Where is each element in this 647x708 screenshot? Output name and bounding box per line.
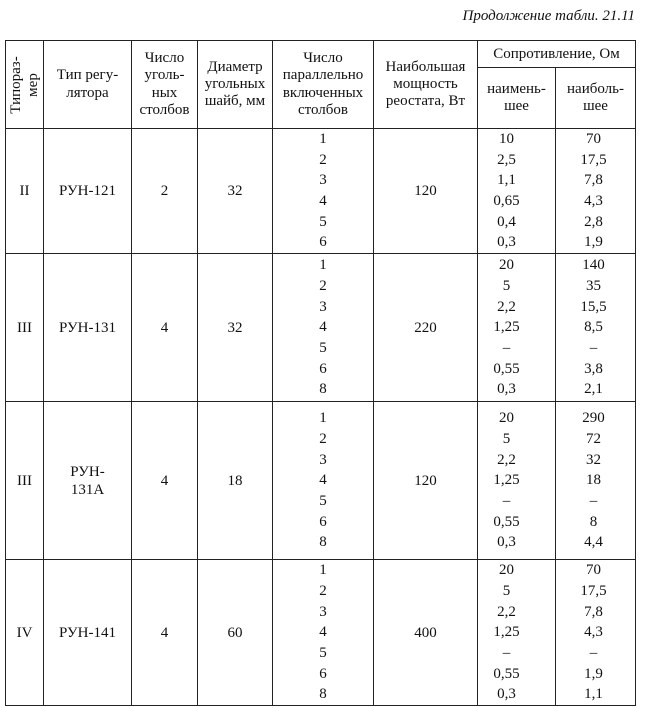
cell-parallel-columns-value: 1 <box>319 410 327 427</box>
cell-resistance-min-value: 0,3 <box>497 234 516 251</box>
cell-resistance-max-value: – <box>589 339 598 356</box>
regulator-resistance-table <box>5 40 636 706</box>
cell-resistance-min-value: – <box>502 644 511 661</box>
cell-regulator-type: РУН-121 <box>44 129 132 254</box>
cell-resistance-min-value: 10 <box>499 131 514 147</box>
header-regulator-type: Тип регу- лятора <box>44 41 132 129</box>
cell-resistance-max-value: 140 <box>582 257 605 274</box>
cell-parallel-columns-value: 6 <box>319 665 327 682</box>
cell-resistance-max-value: – <box>589 492 598 509</box>
cell-max-power: 120 <box>374 402 478 560</box>
cell-resistance-min-value: 0,55 <box>493 360 520 377</box>
cell-resistance-max-value: 15,5 <box>580 298 607 315</box>
cell-parallel-columns-value: 4 <box>319 624 327 641</box>
cell-resistance-min-value: 2,2 <box>497 603 516 620</box>
cell-parallel-columns <box>273 254 374 402</box>
cell-columns-count: 4 <box>132 254 198 402</box>
cell-resistance-max-value: 17,5 <box>580 582 607 599</box>
cell-regulator-type: РУН-141 <box>44 560 132 706</box>
cell-parallel-columns-value: 6 <box>319 234 327 251</box>
cell-resistance-min-value: 1,1 <box>497 172 516 189</box>
cell-parallel-columns-value: 1 <box>319 257 327 274</box>
cell-resistance-max-value: 18 <box>586 472 601 489</box>
cell-columns-count: 4 <box>132 560 198 706</box>
cell-parallel-columns-value: 8 <box>319 686 327 703</box>
cell-parallel-columns-value: 2 <box>319 151 327 168</box>
cell-parallel-columns-value: 1 <box>319 131 327 147</box>
cell-parallel-columns-value: 4 <box>319 193 327 210</box>
table-row <box>6 129 636 254</box>
cell-columns-count: 2 <box>132 129 198 254</box>
table-body <box>6 129 636 706</box>
cell-parallel-columns-value: 6 <box>319 360 327 377</box>
cell-resistance-min <box>478 560 556 706</box>
header-size-type <box>6 41 44 129</box>
cell-resistance-min-value: 20 <box>499 410 514 427</box>
cell-resistance-min-value: – <box>502 339 511 356</box>
cell-resistance-min-value: 1,25 <box>493 319 520 336</box>
cell-parallel-columns-value: 3 <box>319 603 327 620</box>
cell-parallel-columns <box>273 402 374 560</box>
cell-resistance-max-value: 35 <box>586 277 601 294</box>
cell-columns-count: 4 <box>132 402 198 560</box>
table-row <box>6 402 636 560</box>
cell-resistance-max-value: 2,1 <box>584 381 603 398</box>
cell-parallel-columns-value: 5 <box>319 213 327 230</box>
cell-resistance-min-value: 2,2 <box>497 451 516 468</box>
cell-resistance-max-value: 17,5 <box>580 151 607 168</box>
cell-size-type: III <box>6 254 44 402</box>
cell-parallel-columns <box>273 129 374 254</box>
cell-resistance-min-value: 2,2 <box>497 298 516 315</box>
cell-resistance-max-value: 8 <box>589 513 598 530</box>
cell-parallel-columns-value: 2 <box>319 277 327 294</box>
cell-regulator-type: РУН- 131А <box>44 402 132 560</box>
cell-disc-diameter: 18 <box>198 402 273 560</box>
cell-resistance-max-value: 32 <box>586 451 601 468</box>
table-header <box>6 41 636 129</box>
cell-resistance-max <box>556 402 636 560</box>
cell-resistance-min-value: 2,5 <box>497 151 516 168</box>
cell-resistance-min-value: 0,3 <box>497 686 516 703</box>
cell-resistance-min-value: 20 <box>499 257 514 274</box>
cell-resistance-max-value: 3,8 <box>584 360 603 377</box>
cell-resistance-min-value: 5 <box>502 430 511 447</box>
cell-disc-diameter: 60 <box>198 560 273 706</box>
cell-size-type: II <box>6 129 44 254</box>
cell-regulator-type: РУН-131 <box>44 254 132 402</box>
cell-resistance-max-value: 7,8 <box>584 172 603 189</box>
cell-parallel-columns-value: 1 <box>319 562 327 579</box>
cell-parallel-columns <box>273 560 374 706</box>
cell-resistance-min-value: 0,3 <box>497 534 516 551</box>
cell-resistance-max-value: 8,5 <box>584 319 603 336</box>
cell-parallel-columns-value: 3 <box>319 451 327 468</box>
table-row <box>6 560 636 706</box>
cell-resistance-min-value: 5 <box>502 582 511 599</box>
cell-resistance-max-value: 4,3 <box>584 624 603 641</box>
cell-resistance-max-value: 1,1 <box>584 686 603 703</box>
cell-disc-diameter: 32 <box>198 129 273 254</box>
cell-parallel-columns-value: 8 <box>319 534 327 551</box>
cell-resistance-max-value: 4,4 <box>584 534 603 551</box>
cell-parallel-columns-value: 3 <box>319 298 327 315</box>
cell-resistance-min-value: 20 <box>499 562 514 579</box>
cell-resistance-max <box>556 129 636 254</box>
header-parallel-columns: Число параллельно включенных столбов <box>273 41 374 129</box>
cell-disc-diameter: 32 <box>198 254 273 402</box>
cell-resistance-max-value: 72 <box>586 430 601 447</box>
header-size-type-label: Типораз- мер <box>7 55 41 114</box>
cell-resistance-min-value: – <box>502 492 511 509</box>
cell-size-type: III <box>6 402 44 560</box>
cell-parallel-columns-value: 2 <box>319 430 327 447</box>
header-max-power: Наибольшая мощность реостата, Вт <box>374 41 478 129</box>
header-disc-diameter: Диаметр угольных шайб, мм <box>198 41 273 129</box>
cell-resistance-min-value: 0,3 <box>497 381 516 398</box>
header-resistance: Сопротивление, Ом <box>478 41 636 68</box>
cell-resistance-max-value: 70 <box>586 131 601 147</box>
cell-resistance-min <box>478 402 556 560</box>
cell-parallel-columns-value: 6 <box>319 513 327 530</box>
cell-resistance-max-value: 70 <box>586 562 601 579</box>
cell-resistance-min-value: 1,25 <box>493 624 520 641</box>
cell-resistance-min-value: 0,55 <box>493 665 520 682</box>
cell-max-power: 120 <box>374 129 478 254</box>
cell-resistance-max-value: 290 <box>582 410 605 427</box>
cell-parallel-columns-value: 5 <box>319 644 327 661</box>
header-columns-count: Число уголь- ных столбов <box>132 41 198 129</box>
table-caption: Продолжение табли. 21.11 <box>462 8 635 24</box>
cell-max-power: 220 <box>374 254 478 402</box>
cell-parallel-columns-value: 4 <box>319 319 327 336</box>
cell-resistance-max-value: – <box>589 644 598 661</box>
cell-resistance-min-value: 0,55 <box>493 513 520 530</box>
header-resistance-max: наиболь- шее <box>556 68 636 129</box>
cell-parallel-columns-value: 3 <box>319 172 327 189</box>
cell-resistance-max-value: 2,8 <box>584 213 603 230</box>
cell-resistance-min-value: 0,65 <box>493 193 520 210</box>
cell-parallel-columns-value: 2 <box>319 582 327 599</box>
cell-max-power: 400 <box>374 560 478 706</box>
cell-resistance-min-value: 1,25 <box>493 472 520 489</box>
resistance-table-container <box>5 40 635 706</box>
cell-size-type: IV <box>6 560 44 706</box>
cell-resistance-max-value: 1,9 <box>584 665 603 682</box>
cell-resistance-min-value: 0,4 <box>497 213 516 230</box>
cell-parallel-columns-value: 4 <box>319 472 327 489</box>
header-resistance-min: наимень- шее <box>478 68 556 129</box>
cell-resistance-max-value: 4,3 <box>584 193 603 210</box>
cell-parallel-columns-value: 5 <box>319 492 327 509</box>
cell-resistance-max <box>556 254 636 402</box>
cell-resistance-max-value: 1,9 <box>584 234 603 251</box>
cell-parallel-columns-value: 8 <box>319 381 327 398</box>
table-row <box>6 254 636 402</box>
cell-resistance-max <box>556 560 636 706</box>
cell-resistance-min <box>478 129 556 254</box>
cell-resistance-max-value: 7,8 <box>584 603 603 620</box>
cell-parallel-columns-value: 5 <box>319 339 327 356</box>
cell-resistance-min-value: 5 <box>502 277 511 294</box>
cell-resistance-min <box>478 254 556 402</box>
